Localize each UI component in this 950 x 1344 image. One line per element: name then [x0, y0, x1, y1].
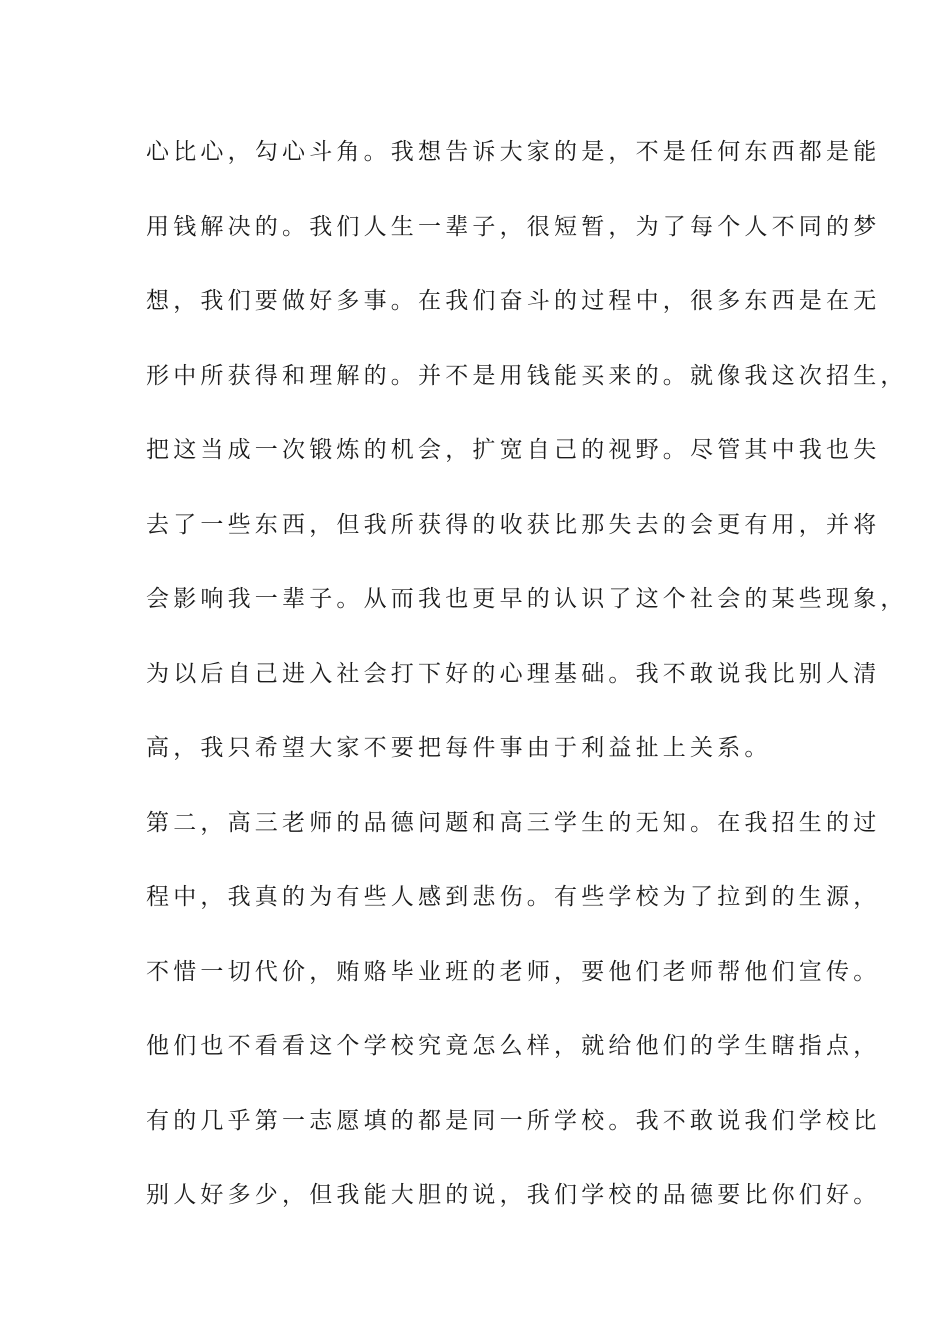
- text-line: 为以后自己进入社会打下好的心理基础。我不敢说我比别人清: [146, 660, 881, 687]
- text-line: 想，我们要做好多事。在我们奋斗的过程中，很多东西是在无: [146, 288, 881, 314]
- text-line: 有的几乎第一志愿填的都是同一所学校。我不敢说我们学校比: [146, 1107, 881, 1134]
- text-line: 别人好多少，但我能大胆的说，我们学校的品德要比你们好。: [146, 1182, 881, 1208]
- text-line: 去了一些东西，但我所获得的收获比那失去的会更有用，并将: [146, 511, 881, 538]
- text-line: 用钱解决的。我们人生一辈子，很短暂，为了每个人不同的梦: [146, 213, 881, 240]
- text-line: 把这当成一次锻炼的机会，扩宽自己的视野。尽管其中我也失: [146, 437, 881, 463]
- text-line: 程中，我真的为有些人感到悲伤。有些学校为了拉到的生源，: [146, 884, 881, 910]
- text-line: 形中所获得和理解的。并不是用钱能买来的。就像我这次招生，: [146, 362, 908, 389]
- text-line: 心比心，勾心斗角。我想告诉大家的是，不是任何东西都是能: [146, 139, 881, 165]
- text-line: 不惜一切代价，贿赂毕业班的老师，要他们老师帮他们宣传。: [146, 958, 881, 985]
- text-line: 会影响我一辈子。从而我也更早的认识了这个社会的某些现象，: [146, 586, 908, 612]
- document-body: [146, 132, 908, 1250]
- text-line: 第二，高三老师的品德问题和高三学生的无知。在我招生的过: [146, 809, 881, 836]
- text-line: 高，我只希望大家不要把每件事由于利益扯上关系。: [146, 735, 772, 761]
- text-line: 他们也不看看这个学校究竟怎么样，就给他们的学生瞎指点，: [146, 1033, 881, 1059]
